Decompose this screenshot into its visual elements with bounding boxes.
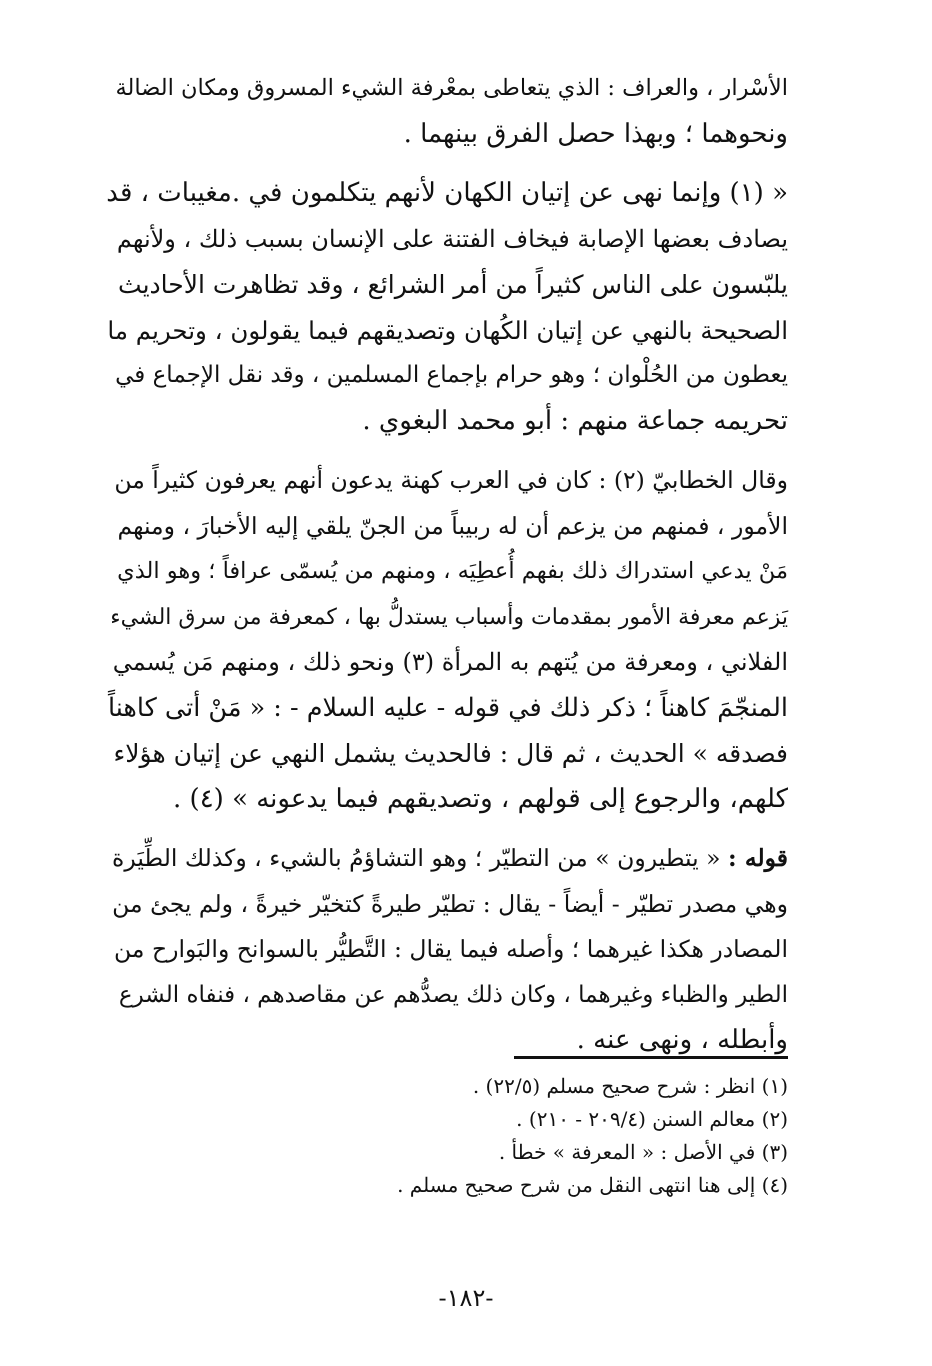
paragraph-arraf-definition bbox=[106, 66, 788, 157]
footnotes bbox=[106, 1070, 788, 1202]
text-line: المنجّمَ كاهناً ؛ ذكر ذلك في قوله - عليه السلام - : « مَنْ أتى كاهناً bbox=[107, 692, 788, 723]
footnote-2: (٢) معالم السنن (٢٠٩/٤ - ٢١٠) . bbox=[516, 1107, 788, 1131]
paragraph-khattabi-quote bbox=[106, 458, 788, 822]
paragraph-tatayyur bbox=[106, 836, 788, 1064]
text-line: الفلاني ، ومعرفة من يُتهم به المرأة (٣) ونحو ذلك ، ومنهم مَن يُسمي bbox=[112, 648, 788, 676]
text-line: فصدقه » الحديث ، ثم قال : فالحديث يشمل النهي عن إتيان هؤلاء bbox=[113, 739, 788, 768]
text-line: الصحيحة بالنهي عن إتيان الكُهان وتصديقهم فيما يقولون ، وتحريم ما bbox=[107, 315, 788, 345]
text-line: تحريمه جماعة منهم : أبو محمد البغوي . bbox=[362, 405, 788, 436]
main-text bbox=[106, 66, 788, 1064]
text-line: الطير والظباء وغيرهما ، وكان ذلك يصدُّهم عن مقاصدهم ، فنفاه الشرع bbox=[118, 981, 788, 1008]
footnote-1: (١) انظر : شرح صحيح مسلم (٢٢/٥) . bbox=[472, 1074, 788, 1098]
text-line: وهي مصدر تطيّر - أيضاً - يقال : تطيّر طيرةً كتخيّر خيرةً ، ولم يجئ من bbox=[112, 889, 788, 918]
text-line: وقال الخطابيّ (٢) : كان في العرب كهنة يدعون أنهم يعرفون كثيراً من bbox=[114, 466, 788, 494]
text-line: المصادر هكذا غيرهما ؛ وأصله فيما يقال : التَّطيُّر بالسوانح والبَوارح من bbox=[114, 935, 788, 963]
text-line: يَزعم معرفة الأمور بمقدمات وأسباب يستدلُّ بها ، كمعرفة من سرق الشيء bbox=[110, 604, 788, 630]
footnote-4: (٤) إلى هنا انتهى النقل من شرح صحيح مسلم . bbox=[397, 1173, 788, 1197]
footnote-3: (٣) في الأصل : « المعرفة » خطأ . bbox=[498, 1140, 788, 1164]
text-line: يصادف بعضها الإصابة فيخاف الفتنة على الإنسان بسبب ذلك ، ولأنهم bbox=[116, 224, 788, 253]
paragraph-kahin-prohibition bbox=[106, 171, 788, 444]
text-line: ونحوهما ؛ وبهذا حصل الفرق بينهما . bbox=[403, 118, 788, 149]
text-line: يلبّسون على الناس كثيراً من أمر الشرائع ، وقد تظاهرت الأحاديث bbox=[118, 270, 788, 299]
paragraph-gap bbox=[106, 822, 788, 836]
text-line: وأبطله ، ونهى عنه . bbox=[576, 1025, 788, 1055]
text-line: الأسْرار ، والعراف : الذي يتعاطى بمعْرفة الشيء المسروق ومكان الضالة bbox=[115, 75, 788, 101]
page-number: -١٨٢- bbox=[438, 1284, 494, 1312]
text-line: « (١) وإنما نهى عن إتيان الكهان لأنهم يتكلمون في .مغيبات ، قد bbox=[106, 178, 788, 208]
text-line bbox=[106, 836, 788, 882]
paragraph-gap bbox=[106, 444, 788, 458]
paragraph-gap bbox=[106, 157, 788, 171]
footnote-separator bbox=[514, 1056, 788, 1059]
text-line-rest: « يتطيرون » من التطيّر ؛ وهو التشاؤمُ بالشيء ، وكذلك الطِّيَرة bbox=[112, 844, 721, 872]
text-line: يعطون من الحُلْوان ؛ وهو حرام بإجماع المسلمين ، وقد نقل الإجماع في bbox=[115, 362, 788, 388]
lead-word: قوله : bbox=[728, 844, 788, 872]
text-line: كلهم، والرجوع إلى قولهم ، وتصديقهم فيما يدعونه » (٤) . bbox=[173, 783, 788, 814]
text-line: مَنْ يدعي استدراك ذلك بفهم أُعطِيَه ، ومنهم من يُسمّى عرافاً ؛ وهو الذي bbox=[117, 558, 788, 584]
text-line: الأمور ، فمنهم من يزعم أن له ربيباً من الجنّ يلقي إليه الأخبارَ ، ومنهم bbox=[117, 511, 788, 540]
